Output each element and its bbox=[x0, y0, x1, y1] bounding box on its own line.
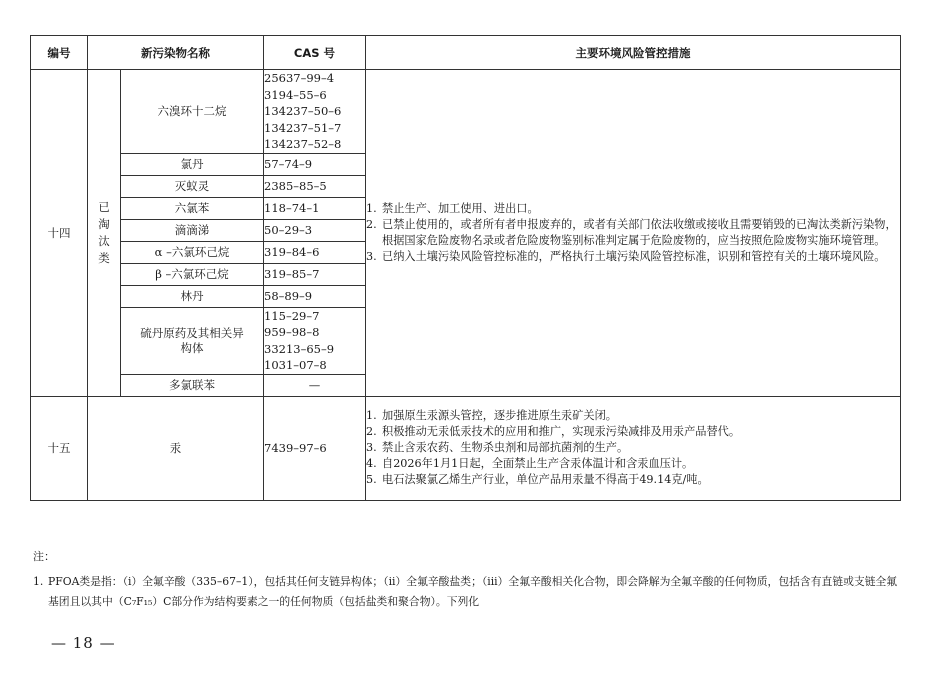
pollutant-name: 硫丹原药及其相关异构体 bbox=[121, 307, 264, 374]
cas-number: 25637–99–4 bbox=[264, 71, 335, 85]
category-char: 汰 bbox=[98, 233, 110, 248]
measure-text: 电石法聚氯乙烯生产行业，单位产品用汞量不得高于49.14克/吨。 bbox=[382, 473, 709, 486]
measure-item bbox=[366, 249, 900, 265]
pollutant-name: 六溴环十二烷 bbox=[121, 70, 264, 154]
cas-number: 134237–51–7 bbox=[264, 120, 342, 135]
cas-number: 58–89–9 bbox=[264, 285, 366, 307]
note-item-text: PFOA类是指：（i）全氟辛酸（335–67–1），包括其任何支链异构体；（ii）全氟辛酸盐类；（iii）全氟辛酸相关化合物，即会降解为全氟辛酸的任何物质，包括含有直链或支链全氟基团且以其中（C₇F₁₅）C部分作为结构要素之一的任何物质（包括盐类和聚合物）。下列化 bbox=[48, 575, 898, 608]
cas-number: 57–74–9 bbox=[264, 153, 366, 175]
measures-list bbox=[366, 201, 900, 265]
measure-item bbox=[366, 440, 900, 456]
cas-number: 319–84–6 bbox=[264, 241, 366, 263]
table-row bbox=[31, 70, 901, 154]
page-number: — 18 — bbox=[51, 634, 116, 652]
measure-text: 禁止生产、加工使用、进出口。 bbox=[382, 201, 539, 215]
cas-number: 2385–85–5 bbox=[264, 175, 366, 197]
measure-item bbox=[366, 424, 900, 440]
cas-number: — bbox=[264, 374, 366, 396]
measure-text: 禁止含汞农药、生物杀虫剂和局部抗菌剂的生产。 bbox=[382, 441, 629, 454]
measure-number: 3. bbox=[366, 249, 377, 263]
note-label: 注： bbox=[33, 550, 55, 563]
header-measures: 主要环境风险管控措施 bbox=[366, 36, 901, 70]
measure-item bbox=[366, 408, 900, 424]
header-number: 编号 bbox=[31, 36, 88, 70]
measure-number: 2. bbox=[366, 217, 377, 231]
cas-cell bbox=[264, 70, 366, 154]
measures-list bbox=[366, 408, 900, 488]
measure-number: 4. bbox=[366, 457, 377, 470]
category-char: 类 bbox=[98, 250, 110, 265]
measure-item bbox=[366, 201, 900, 217]
pollutant-name: 汞 bbox=[88, 396, 264, 500]
measures-cell bbox=[366, 70, 901, 397]
pollutant-name: 多氯联苯 bbox=[121, 374, 264, 396]
cas-number: 1031–07–8 bbox=[264, 358, 327, 372]
note-item-number: 1. bbox=[33, 575, 44, 588]
measure-item bbox=[366, 217, 900, 249]
note-item bbox=[33, 572, 898, 612]
measure-text: 已纳入土壤污染风险管控标准的，严格执行土壤污染风险管控标准，识别和管控有关的土壤环境风险。 bbox=[382, 249, 886, 263]
measure-number: 1. bbox=[366, 409, 377, 422]
cas-number: 319–85–7 bbox=[264, 263, 366, 285]
measure-number: 2. bbox=[366, 425, 377, 438]
header-cas: CAS 号 bbox=[264, 36, 366, 70]
measure-text: 自2026年1月1日起，全面禁止生产含汞体温计和含汞血压计。 bbox=[382, 457, 694, 470]
measure-text: 加强原生汞源头管控，逐步推进原生汞矿关闭。 bbox=[382, 409, 617, 422]
pollutant-name: 滴滴涕 bbox=[121, 219, 264, 241]
measure-number: 3. bbox=[366, 441, 377, 454]
pollutant-name: 氯丹 bbox=[121, 153, 264, 175]
category-char: 淘 bbox=[98, 216, 110, 231]
measure-item bbox=[366, 456, 900, 472]
pollutant-name: 灭蚁灵 bbox=[121, 175, 264, 197]
measure-item bbox=[366, 472, 900, 488]
pollutant-name: β –六氯环己烷 bbox=[121, 263, 264, 285]
category-cell bbox=[88, 70, 121, 397]
measure-text: 已禁止使用的，或者所有者申报废弃的，或者有关部门依法收缴或接收且需要销毁的已淘汰类新污染物，根据国家危险废物名录或者危险废物鉴别标准判定属于危险废物的，应当按照危险废物实施环境管理。 bbox=[382, 217, 897, 247]
cas-number: 134237–52–8 bbox=[264, 137, 342, 151]
pollutant-name: 林丹 bbox=[121, 285, 264, 307]
group-number: 十五 bbox=[31, 396, 88, 500]
cas-number: 959–98–8 bbox=[264, 325, 320, 339]
cas-number: 115–29–7 bbox=[264, 308, 320, 323]
measure-text: 积极推动无汞低汞技术的应用和推广，实现汞污染减排及用汞产品替代。 bbox=[382, 425, 741, 438]
cas-number: 50–29–3 bbox=[264, 219, 366, 241]
table-header-row bbox=[31, 36, 901, 70]
pollutant-name: 六氯苯 bbox=[121, 197, 264, 219]
cas-number: 3194–55–6 bbox=[264, 87, 327, 102]
cas-number: 33213–65–9 bbox=[264, 341, 335, 356]
table-row bbox=[31, 396, 901, 500]
header-pollutant-name: 新污染物名称 bbox=[88, 36, 264, 70]
pollutant-table bbox=[30, 35, 901, 501]
cas-number: 118–74–1 bbox=[264, 197, 366, 219]
pollutant-name: α –六氯环己烷 bbox=[121, 241, 264, 263]
category-char: 已 bbox=[98, 199, 110, 214]
cas-number: 7439–97–6 bbox=[264, 396, 366, 500]
cas-number: 134237–50–6 bbox=[264, 104, 342, 118]
cas-cell bbox=[264, 307, 366, 374]
measure-number: 1. bbox=[366, 201, 377, 215]
measure-number: 5. bbox=[366, 473, 377, 486]
group-number: 十四 bbox=[31, 70, 88, 397]
measures-cell bbox=[366, 396, 901, 500]
